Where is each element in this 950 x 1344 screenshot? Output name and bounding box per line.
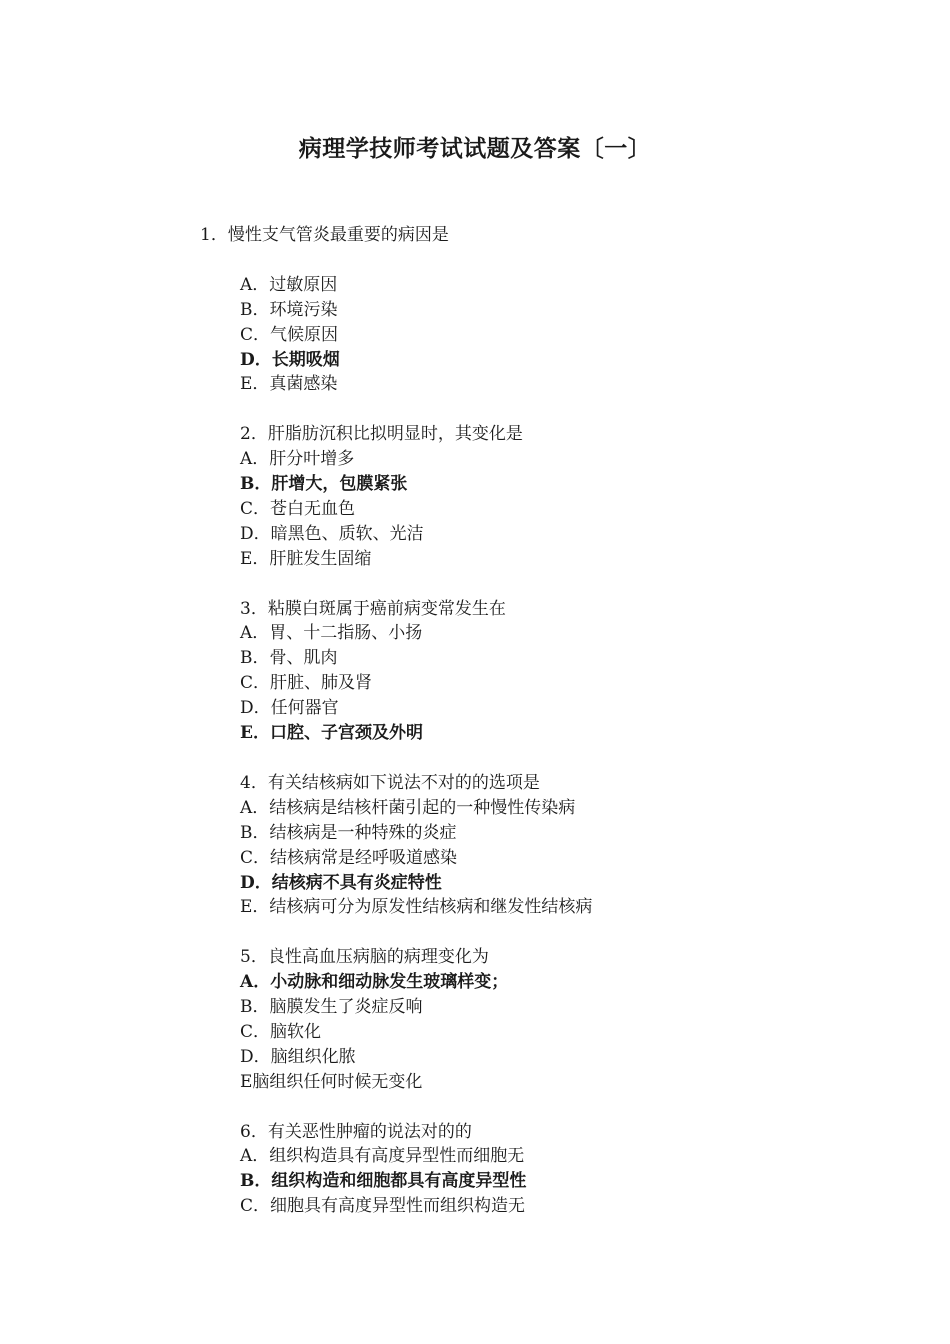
question-stem: 3．粘膜白斑属于癌前病变常发生在 bbox=[240, 598, 506, 619]
question-5 bbox=[200, 945, 900, 1094]
option-b: B．环境污染 bbox=[240, 299, 338, 320]
option-d: D．暗黑色、质软、光洁 bbox=[240, 523, 424, 544]
option-d-correct: D．结核病不具有炎症特性 bbox=[240, 872, 442, 893]
option-d: D．任何器官 bbox=[240, 698, 339, 719]
option-e: E脑组织任何时候无变化 bbox=[240, 1071, 423, 1092]
option-a: A．组织构造具有高度异型性而细胞无 bbox=[240, 1146, 525, 1167]
question-3 bbox=[200, 597, 900, 746]
question-1 bbox=[200, 223, 900, 397]
option-c: C．细胞具有高度异型性而组织构造无 bbox=[240, 1196, 526, 1217]
option-a: A．肝分叶增多 bbox=[240, 449, 355, 470]
document-title: 病理学技师考试试题及答案〔一〕 bbox=[298, 135, 652, 162]
option-d: D．脑组织化脓 bbox=[240, 1046, 356, 1067]
option-e: E．真菌感染 bbox=[240, 374, 338, 395]
question-stem: 5．良性高血压病脑的病理变化为 bbox=[240, 947, 489, 968]
question-stem: 4．有关结核病如下说法不对的的选项是 bbox=[240, 772, 540, 793]
option-e: E．结核病可分为原发性结核病和继发性结核病 bbox=[240, 897, 593, 918]
question-stem: 1．慢性支气管炎最重要的病因是 bbox=[200, 225, 449, 245]
option-e-correct: E．口腔、子宫颈及外明 bbox=[240, 723, 423, 744]
option-d-correct: D．长期吸烟 bbox=[240, 349, 340, 370]
option-a-correct: A．小动脉和细动脉发生玻璃样变； bbox=[240, 972, 509, 993]
option-b: B．脑膜发生了炎症反响 bbox=[240, 997, 423, 1018]
question-4 bbox=[200, 771, 900, 920]
question-list bbox=[200, 223, 900, 1244]
option-a: A．胃、十二指肠、小扬 bbox=[240, 623, 423, 644]
option-b-correct: B．肝增大，包膜紧张 bbox=[240, 474, 408, 495]
option-b: B．骨、肌肉 bbox=[240, 648, 338, 669]
option-c: C．肝脏、肺及肾 bbox=[240, 673, 373, 694]
option-a: A．过敏原因 bbox=[240, 274, 338, 295]
option-b: B．结核病是一种特殊的炎症 bbox=[240, 822, 457, 843]
option-e: E．肝脏发生固缩 bbox=[240, 548, 372, 569]
option-c: C．脑软化 bbox=[240, 1021, 322, 1042]
question-stem: 2．肝脂肪沉积比拟明显时，其变化是 bbox=[240, 424, 523, 445]
option-c: C．气候原因 bbox=[240, 324, 339, 345]
question-stem: 6．有关恶性肿瘤的说法对的的 bbox=[240, 1121, 472, 1142]
option-c: C．苍白无血色 bbox=[240, 498, 356, 519]
option-b-correct: B．组织构造和细胞都具有高度异型性 bbox=[240, 1171, 527, 1192]
question-2 bbox=[200, 422, 900, 571]
question-6 bbox=[200, 1120, 900, 1220]
option-c: C．结核病常是经呼吸道感染 bbox=[240, 847, 458, 868]
option-a: A．结核病是结核杆菌引起的一种慢性传染病 bbox=[240, 797, 576, 818]
